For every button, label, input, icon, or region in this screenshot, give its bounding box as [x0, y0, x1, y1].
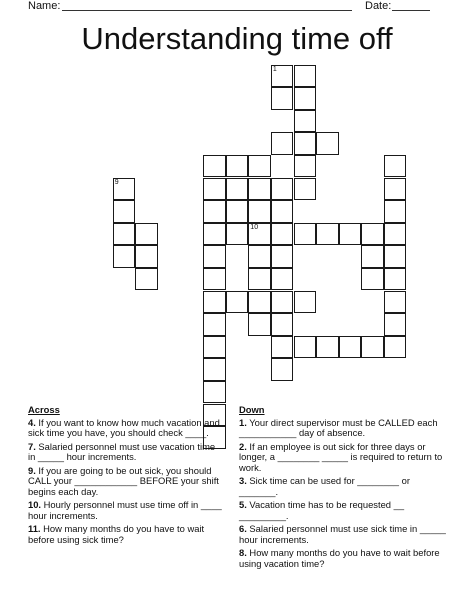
page-title: Understanding time off	[81, 21, 393, 56]
grid-cell[interactable]	[135, 268, 158, 291]
clue-text: Salaried personnel must use sick time in _____ hour increments.	[239, 523, 446, 545]
grid-cell[interactable]	[294, 291, 317, 314]
grid-cell[interactable]	[384, 313, 407, 336]
grid-cell[interactable]	[271, 268, 294, 291]
grid-cell[interactable]	[294, 223, 317, 246]
grid-cell[interactable]	[271, 132, 294, 155]
clue-num: 3.	[239, 475, 247, 486]
clue-text: Salaried personnel must use vacation time in _____ hour increments.	[28, 440, 216, 462]
clue-num: 2.	[239, 440, 247, 452]
grid-cell[interactable]	[384, 291, 407, 314]
grid-cell[interactable]	[339, 223, 362, 246]
across-heading: Across	[28, 404, 60, 415]
down-clue	[239, 524, 447, 545]
grid-cell[interactable]	[203, 358, 226, 381]
grid-cell[interactable]	[135, 223, 158, 246]
down-clue	[239, 418, 447, 439]
grid-cell[interactable]	[316, 223, 339, 246]
across-clue	[28, 500, 224, 521]
across-clue	[28, 442, 224, 463]
clue-text: Vacation time has to be requested __ _________.	[239, 499, 405, 521]
grid-cell[interactable]	[271, 200, 294, 223]
grid-cell[interactable]	[294, 336, 317, 359]
grid-cell[interactable]	[248, 178, 271, 201]
clue-text: Hourly personnel must use time off in ____ hour increments.	[28, 499, 222, 521]
grid-cell[interactable]	[384, 268, 407, 291]
grid-cell[interactable]	[135, 245, 158, 268]
grid-cell[interactable]	[226, 291, 249, 314]
grid-cell[interactable]	[113, 245, 136, 268]
grid-cell[interactable]	[248, 291, 271, 314]
grid-cell[interactable]	[113, 200, 136, 223]
grid-cell[interactable]	[294, 178, 317, 201]
grid-cell[interactable]	[316, 336, 339, 359]
grid-cell[interactable]	[203, 313, 226, 336]
grid-cell[interactable]	[384, 200, 407, 223]
grid-cell[interactable]	[248, 223, 271, 246]
grid-cell[interactable]	[384, 336, 407, 359]
down-clue	[239, 500, 447, 521]
grid-cell[interactable]	[339, 336, 362, 359]
grid-cell[interactable]	[294, 87, 317, 110]
clue-num: 6.	[239, 523, 247, 534]
grid-cell[interactable]	[361, 245, 384, 268]
grid-cell[interactable]	[271, 178, 294, 201]
down-clue	[239, 548, 447, 569]
clue-number: 1	[272, 65, 277, 73]
clue-num: 1.	[239, 416, 247, 428]
grid-cell[interactable]	[203, 178, 226, 201]
grid-cell[interactable]	[226, 155, 249, 178]
clue-num: 11.	[28, 523, 41, 534]
grid-cell[interactable]	[384, 245, 407, 268]
clue-text: Sick time can be used for ________ or _______.	[239, 475, 410, 497]
grid-cell[interactable]	[271, 313, 294, 336]
grid-cell[interactable]	[248, 200, 271, 223]
clue-num: 5.	[239, 499, 247, 510]
grid-cell[interactable]	[271, 358, 294, 381]
grid-cell[interactable]	[271, 291, 294, 314]
grid-cell[interactable]	[294, 132, 317, 155]
down-clue	[239, 442, 447, 474]
grid-cell[interactable]	[248, 313, 271, 336]
down-clues	[239, 405, 447, 572]
grid-cell[interactable]	[226, 223, 249, 246]
grid-cell[interactable]	[316, 132, 339, 155]
down-heading: Down	[239, 404, 265, 415]
across-clues	[28, 405, 224, 548]
date-label: Date:	[365, 0, 392, 12]
grid-cell[interactable]	[203, 245, 226, 268]
grid-cell[interactable]	[361, 268, 384, 291]
clue-num: 9.	[28, 464, 36, 476]
grid-cell[interactable]	[226, 178, 249, 201]
grid-cell[interactable]	[203, 268, 226, 291]
grid-cell[interactable]	[203, 291, 226, 314]
across-clue	[28, 418, 224, 439]
clue-text: How many months do you have to wait before using sick time?	[28, 523, 205, 545]
grid-cell[interactable]	[384, 223, 407, 246]
clue-number: 10	[250, 223, 259, 231]
grid-cell[interactable]	[113, 223, 136, 246]
clue-num: 8.	[239, 547, 247, 558]
grid-cell[interactable]	[294, 110, 317, 133]
grid-cell[interactable]	[203, 223, 226, 246]
grid-cell[interactable]	[203, 200, 226, 223]
grid-cell[interactable]	[248, 268, 271, 291]
grid-cell[interactable]	[203, 155, 226, 178]
grid-cell[interactable]	[384, 155, 407, 178]
clue-text: How many months do you have to wait before using vacation time?	[239, 547, 440, 569]
grid-cell[interactable]	[294, 155, 317, 178]
clue-text: If an employee is out sick for three days or longer, a ________ _____ is required to return to work.	[239, 440, 443, 473]
grid-cell[interactable]	[294, 65, 317, 88]
grid-cell[interactable]	[203, 336, 226, 359]
clue-num: 7.	[28, 440, 36, 452]
clue-num: 4.	[28, 416, 36, 428]
clue-text: If you want to know how much vacation and sick time you have, you should check ____.	[28, 416, 220, 438]
grid-cell[interactable]	[271, 65, 294, 88]
grid-cell[interactable]	[361, 223, 384, 246]
grid-cell[interactable]	[361, 336, 384, 359]
clue-text: Your direct supervisor must be CALLED each ___________ day of absence.	[239, 416, 438, 438]
across-clue	[28, 466, 224, 498]
grid-cell[interactable]	[271, 245, 294, 268]
name-label: Name:	[28, 0, 61, 12]
grid-cell[interactable]	[271, 87, 294, 110]
across-clue	[28, 524, 224, 545]
clue-text: If you are going to be out sick, you should CALL your ____________ BEFORE your shift begins each day.	[28, 464, 219, 497]
grid-cell[interactable]	[226, 200, 249, 223]
grid-cell[interactable]	[203, 381, 226, 404]
clue-num: 10.	[28, 499, 42, 510]
grid-cell[interactable]	[271, 336, 294, 359]
grid-cell[interactable]	[248, 155, 271, 178]
clue-number: 9	[114, 178, 119, 186]
grid-cell[interactable]	[384, 178, 407, 201]
grid-cell[interactable]	[113, 178, 136, 201]
down-clue	[239, 476, 447, 497]
grid-cell[interactable]	[248, 245, 271, 268]
grid-cell[interactable]	[271, 223, 294, 246]
